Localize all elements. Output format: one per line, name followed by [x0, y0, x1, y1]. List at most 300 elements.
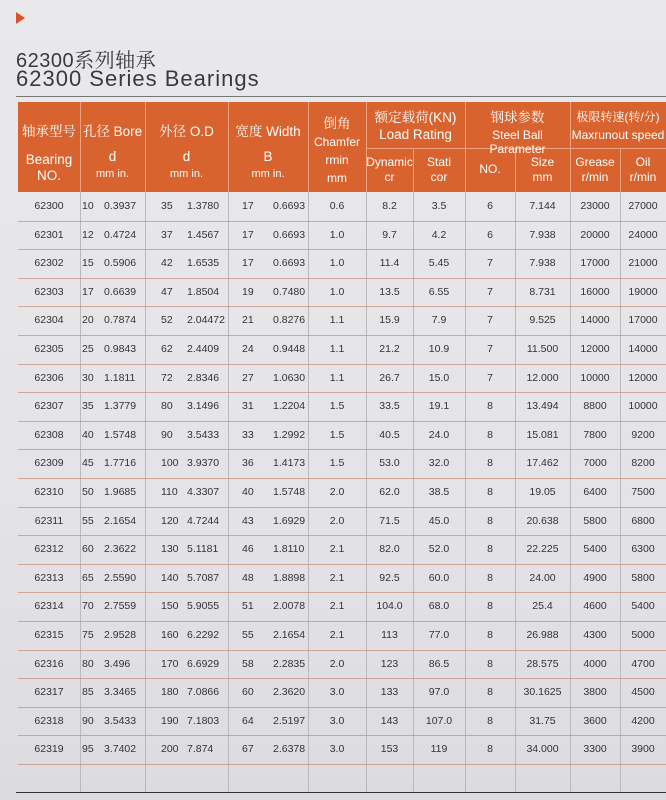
cell-size: 34.000	[526, 743, 559, 756]
cell-w-mm: 19	[242, 285, 254, 298]
dynamic-header: Dynamic	[366, 155, 413, 169]
cell-grease: 12000	[580, 343, 610, 355]
cell-bore-in: 1.3779	[104, 400, 137, 413]
cell-od-in: 2.04472	[187, 314, 225, 327]
table-row	[18, 449, 666, 477]
cell-balls: 7	[487, 343, 493, 355]
cell-cor: 6.55	[428, 285, 450, 298]
cell-w-mm: 64	[242, 714, 254, 727]
cell-size: 20.638	[526, 514, 559, 527]
cell-w-mm: 17	[242, 257, 254, 270]
cell-balls: 8	[487, 629, 493, 641]
cell-grease: 5800	[583, 514, 607, 527]
cell-bore-mm: 65	[82, 571, 94, 584]
cell-chamfer: 2.1	[329, 571, 345, 584]
cell-w-in: 2.2835	[273, 657, 306, 670]
cell-oil: 3900	[631, 743, 655, 756]
cell-bore-in: 0.9843	[104, 343, 137, 355]
cell-w-mm: 40	[242, 486, 254, 498]
cell-oil: 24000	[628, 228, 658, 241]
cell-cr: 153	[380, 743, 399, 756]
cell-w-in: 0.6693	[273, 200, 306, 212]
table-row	[18, 421, 666, 449]
cell-chamfer: 1.5	[329, 457, 345, 470]
cell-od-mm: 140	[161, 571, 179, 584]
cell-chamfer: 3.0	[329, 714, 345, 727]
cell-w-in: 2.5197	[273, 714, 306, 727]
cell-balls: 7	[487, 257, 493, 270]
cell-cr: 123	[380, 657, 399, 670]
cell-model: 62312	[34, 543, 64, 556]
cell-bore-in: 0.5906	[104, 257, 137, 270]
cell-bore-mm: 15	[82, 257, 94, 270]
cell-bore-mm: 30	[82, 371, 94, 384]
cell-oil: 17000	[628, 314, 658, 327]
cell-w-mm: 17	[242, 228, 254, 241]
cell-w-in: 2.3620	[273, 686, 306, 699]
cell-chamfer: 2.0	[329, 657, 345, 670]
cell-w-in: 1.0630	[273, 371, 306, 384]
cell-w-in: 1.6929	[273, 514, 306, 527]
cell-balls: 6	[487, 228, 493, 241]
cell-model: 62318	[34, 714, 64, 727]
cell-oil: 19000	[628, 285, 658, 298]
cell-bore-mm: 50	[82, 486, 94, 498]
cell-size: 31.75	[529, 714, 556, 727]
ball-size-unit: mm	[532, 170, 553, 184]
cell-oil: 6300	[631, 543, 655, 556]
cell-balls: 8	[487, 743, 493, 756]
load-header-cn: 额定载荷(KN)	[374, 110, 457, 125]
cell-cr: 104.0	[376, 600, 403, 613]
cell-cor: 15.0	[428, 371, 450, 384]
cell-cor: 19.1	[428, 400, 450, 413]
cell-model: 62303	[34, 285, 64, 298]
cell-model: 62308	[34, 428, 64, 441]
table-row	[18, 249, 666, 277]
cell-bore-mm: 25	[82, 343, 94, 355]
dynamic-symbol: cr	[384, 170, 395, 184]
cell-model: 62313	[34, 571, 64, 584]
cell-od-mm: 72	[161, 371, 173, 384]
ball-size-header: Size	[530, 155, 555, 169]
cell-od-mm: 47	[161, 285, 173, 298]
table-row	[18, 650, 666, 678]
cell-bore-mm: 55	[82, 514, 94, 527]
cell-bore-in: 1.1811	[104, 371, 136, 384]
cell-size: 30.1625	[523, 686, 562, 699]
cell-grease: 14000	[580, 314, 610, 327]
model-header-en: Bearing	[25, 152, 73, 167]
model-header-no: NO.	[36, 168, 61, 183]
cell-grease: 7000	[583, 457, 607, 470]
width-header: 宽度 Width	[235, 124, 301, 139]
cell-size: 8.731	[529, 285, 556, 298]
cell-w-mm: 24	[242, 343, 254, 355]
cell-w-in: 0.9448	[273, 343, 306, 355]
cell-od-in: 3.5433	[187, 428, 220, 441]
cell-w-mm: 58	[242, 657, 254, 670]
cell-oil: 5000	[631, 629, 655, 641]
cell-model: 62315	[34, 629, 64, 641]
cell-bore-mm: 20	[82, 314, 94, 327]
cell-bore-mm: 90	[82, 714, 94, 727]
table-row	[18, 707, 666, 735]
cell-bore-in: 2.3622	[104, 543, 137, 556]
cell-cor: 86.5	[428, 657, 450, 670]
cell-size: 7.938	[529, 257, 556, 270]
cell-w-in: 1.2992	[273, 428, 306, 441]
cell-model: 62306	[34, 371, 64, 384]
cell-chamfer: 1.1	[329, 343, 345, 355]
cell-oil: 27000	[628, 200, 658, 212]
cell-model: 62317	[34, 686, 64, 699]
cell-w-mm: 51	[242, 600, 254, 613]
bottom-rule	[16, 792, 666, 793]
cell-cor: 3.5	[431, 200, 447, 212]
cell-model: 62319	[34, 743, 64, 756]
cell-w-mm: 31	[242, 400, 254, 413]
cell-balls: 6	[487, 200, 493, 212]
cell-chamfer: 1.1	[329, 314, 345, 327]
cell-od-in: 1.3780	[187, 200, 220, 212]
cell-od-in: 1.4567	[187, 228, 220, 241]
cell-model: 62301	[34, 228, 64, 241]
cell-bore-mm: 95	[82, 743, 94, 756]
cell-bore-mm: 17	[82, 285, 94, 298]
cell-cor: 97.0	[428, 686, 450, 699]
cell-w-mm: 60	[242, 686, 254, 699]
page-title-en: 62300 Series Bearings	[16, 66, 260, 91]
speed-header-en: Maxrunout speed	[571, 128, 665, 142]
cell-od-in: 3.9370	[187, 457, 220, 470]
cell-od-mm: 100	[161, 457, 179, 470]
cell-grease: 4300	[583, 629, 607, 641]
cell-model: 62302	[34, 257, 64, 270]
cell-cr: 26.7	[379, 371, 400, 384]
cell-chamfer: 1.0	[329, 228, 345, 241]
table-row	[18, 306, 666, 334]
table-row	[18, 364, 666, 392]
cell-bore-in: 3.496	[104, 657, 131, 670]
cell-od-mm: 150	[161, 600, 179, 613]
cell-cr: 40.5	[379, 428, 400, 441]
cell-bore-in: 0.4724	[104, 228, 137, 241]
table-row	[18, 192, 666, 220]
arrow-marker-icon	[16, 12, 25, 24]
cell-cor: 10.9	[428, 343, 450, 355]
cell-bore-mm: 85	[82, 686, 94, 699]
oil-header: Oil	[635, 155, 651, 169]
cell-bore-mm: 70	[82, 600, 94, 613]
cell-bore-in: 2.1654	[104, 514, 137, 527]
static-symbol: cor	[430, 170, 448, 184]
cell-cor: 4.2	[431, 228, 447, 241]
grease-unit: r/min	[581, 170, 609, 184]
model-header-cn: 轴承型号	[22, 124, 76, 139]
od-symbol: d	[182, 149, 191, 164]
cell-grease: 3300	[583, 743, 607, 756]
table-row	[18, 621, 666, 649]
cell-bore-in: 3.7402	[104, 743, 137, 756]
cell-w-in: 0.7480	[273, 285, 306, 298]
cell-bore-mm: 12	[82, 228, 94, 241]
cell-cor: 7.9	[431, 314, 447, 327]
cell-w-in: 1.2204	[273, 400, 306, 413]
cell-bore-in: 1.9685	[104, 486, 137, 498]
cell-od-in: 7.874	[187, 743, 214, 756]
cell-bore-mm: 45	[82, 457, 94, 470]
cell-od-in: 4.7244	[187, 514, 220, 527]
cell-od-in: 1.8504	[187, 285, 220, 298]
cell-oil: 12000	[628, 371, 658, 384]
cell-oil: 9200	[631, 428, 655, 441]
cell-od-mm: 35	[161, 200, 173, 212]
cell-chamfer: 3.0	[329, 743, 345, 756]
cell-od-mm: 42	[161, 257, 173, 270]
cell-od-in: 5.7087	[187, 571, 220, 584]
cell-w-mm: 48	[242, 571, 254, 584]
cell-cr: 82.0	[379, 543, 400, 556]
ball-header-cn: 钢球参数	[490, 110, 545, 125]
cell-size: 25.4	[532, 600, 553, 613]
cell-cr: 62.0	[379, 486, 400, 498]
cell-model: 62311	[34, 514, 64, 527]
cell-od-in: 2.4409	[187, 343, 220, 355]
cell-od-in: 5.1181	[187, 543, 219, 556]
cell-size: 7.938	[529, 228, 556, 241]
table-header	[18, 102, 666, 192]
cell-od-in: 7.1803	[187, 714, 220, 727]
cell-grease: 7800	[583, 428, 607, 441]
cell-chamfer: 1.0	[329, 257, 345, 270]
cell-cor: 24.0	[428, 428, 450, 441]
cell-cr: 92.5	[379, 571, 400, 584]
cell-bore-in: 2.9528	[104, 629, 137, 641]
cell-size: 28.575	[526, 657, 559, 670]
cell-od-mm: 170	[161, 657, 179, 670]
cell-cr: 21.2	[379, 343, 400, 355]
width-unit: mm in.	[251, 168, 285, 180]
cell-grease: 4000	[583, 657, 607, 670]
table-row	[18, 507, 666, 535]
cell-chamfer: 2.0	[329, 514, 345, 527]
cell-od-mm: 52	[161, 314, 173, 327]
cell-od-mm: 110	[161, 486, 178, 498]
cell-od-in: 1.6535	[187, 257, 220, 270]
chamfer-symbol: rmin	[325, 153, 349, 167]
cell-balls: 8	[487, 714, 493, 727]
cell-cor: 77.0	[428, 629, 450, 641]
cell-chamfer: 2.0	[329, 486, 345, 498]
cell-grease: 4600	[583, 600, 607, 613]
cell-balls: 8	[487, 400, 493, 413]
cell-w-in: 1.8898	[273, 571, 306, 584]
cell-grease: 23000	[580, 200, 610, 212]
cell-cr: 71.5	[379, 514, 400, 527]
cell-model: 62300	[34, 200, 64, 212]
cell-w-in: 1.5748	[273, 486, 306, 498]
cell-chamfer: 2.1	[329, 600, 345, 613]
cell-w-mm: 36	[242, 457, 254, 470]
cell-balls: 8	[487, 571, 493, 584]
cell-od-in: 4.3307	[187, 486, 220, 498]
cell-oil: 8200	[631, 457, 655, 470]
cell-balls: 7	[487, 285, 493, 298]
cell-bore-in: 2.7559	[104, 600, 137, 613]
cell-grease: 3800	[583, 686, 607, 699]
cell-cr: 143	[380, 714, 399, 727]
cell-bore-in: 0.3937	[104, 200, 137, 212]
cell-w-mm: 21	[242, 314, 254, 327]
cell-oil: 14000	[628, 343, 658, 355]
cell-od-in: 3.1496	[187, 400, 220, 413]
cell-oil: 4700	[631, 657, 655, 670]
cell-grease: 10000	[580, 371, 610, 384]
cell-size: 9.525	[529, 314, 556, 327]
cell-bore-in: 3.3465	[104, 686, 137, 699]
cell-od-mm: 120	[161, 514, 179, 527]
cell-balls: 8	[487, 486, 493, 498]
speed-header-cn: 极限转速(转/分)	[576, 110, 660, 124]
cell-size: 17.462	[526, 457, 559, 470]
od-header: 外径 O.D	[159, 124, 214, 139]
cell-od-in: 5.9055	[187, 600, 220, 613]
cell-cor: 107.0	[425, 714, 453, 727]
cell-oil: 10000	[628, 400, 658, 413]
ball-no-header: NO.	[479, 162, 501, 176]
cell-model: 62305	[34, 343, 64, 355]
cell-model: 62307	[34, 400, 64, 413]
cell-cr: 53.0	[379, 457, 400, 470]
cell-model: 62309	[34, 457, 64, 470]
cell-od-in: 2.8346	[187, 371, 220, 384]
load-header-en: Load Rating	[379, 127, 452, 142]
cell-cr: 33.5	[379, 400, 400, 413]
cell-oil: 5400	[631, 600, 655, 613]
cell-chamfer: 1.5	[329, 400, 345, 413]
chamfer-header-cn: 倒角	[323, 116, 351, 131]
cell-balls: 7	[487, 314, 493, 327]
cell-w-mm: 27	[242, 371, 254, 384]
cell-grease: 5400	[583, 543, 607, 556]
cell-balls: 8	[487, 457, 493, 470]
cell-size: 19.05	[529, 486, 556, 498]
cell-model: 62314	[34, 600, 64, 613]
table-row	[18, 478, 666, 506]
row-divider	[18, 764, 666, 765]
cell-cor: 52.0	[428, 543, 450, 556]
cell-cor: 45.0	[428, 514, 450, 527]
cell-balls: 8	[487, 514, 493, 527]
cell-od-mm: 90	[161, 428, 173, 441]
cell-od-mm: 160	[161, 629, 179, 641]
cell-size: 12.000	[526, 371, 559, 384]
cell-cr: 9.7	[382, 228, 397, 241]
table-row	[18, 592, 666, 620]
cell-w-mm: 55	[242, 629, 254, 641]
od-unit: mm in.	[170, 168, 203, 180]
table-row	[18, 392, 666, 420]
cell-oil: 4200	[631, 714, 655, 727]
table-row	[18, 564, 666, 592]
cell-cor: 38.5	[428, 486, 450, 498]
cell-oil: 21000	[628, 257, 658, 270]
ball-header-en: Steel Ball Parameter	[489, 128, 546, 156]
cell-od-in: 7.0866	[187, 686, 220, 699]
cell-bore-in: 2.5590	[104, 571, 137, 584]
cell-grease: 4900	[583, 571, 607, 584]
cell-od-in: 6.2292	[187, 629, 220, 641]
cell-cor: 60.0	[428, 571, 450, 584]
cell-w-in: 0.6693	[273, 257, 306, 270]
cell-chamfer: 1.5	[329, 428, 345, 441]
cell-bore-mm: 40	[82, 428, 94, 441]
cell-size: 15.081	[526, 428, 559, 441]
chamfer-unit: mm	[327, 171, 347, 185]
cell-od-mm: 37	[161, 228, 173, 241]
cell-grease: 16000	[580, 285, 610, 298]
cell-balls: 8	[487, 428, 493, 441]
cell-cr: 113	[381, 629, 398, 641]
cell-balls: 8	[487, 543, 493, 556]
table-row	[18, 535, 666, 563]
cell-chamfer: 3.0	[329, 686, 345, 699]
cell-bore-mm: 80	[82, 657, 94, 670]
cell-bore-in: 3.5433	[104, 714, 137, 727]
bore-symbol: d	[108, 149, 117, 164]
cell-w-mm: 46	[242, 543, 254, 556]
cell-chamfer: 0.6	[329, 200, 345, 212]
table-row	[18, 678, 666, 706]
cell-bore-in: 0.7874	[104, 314, 137, 327]
cell-balls: 7	[487, 371, 493, 384]
cell-balls: 8	[487, 686, 493, 699]
cell-w-in: 1.4173	[273, 457, 306, 470]
cell-bore-in: 1.5748	[104, 428, 137, 441]
cell-chamfer: 1.0	[329, 285, 345, 298]
cell-w-in: 2.0078	[273, 600, 306, 613]
cell-grease: 6400	[583, 486, 607, 498]
cell-oil: 4500	[631, 686, 655, 699]
cell-bore-mm: 60	[82, 543, 94, 556]
width-symbol: B	[263, 149, 273, 164]
cell-oil: 7500	[631, 486, 655, 498]
cell-chamfer: 1.1	[329, 371, 345, 384]
cell-od-mm: 200	[161, 743, 179, 756]
cell-cor: 5.45	[428, 257, 450, 270]
cell-chamfer: 2.1	[329, 629, 345, 641]
cell-size: 26.988	[526, 629, 559, 641]
cell-od-in: 6.6929	[187, 657, 220, 670]
cell-od-mm: 190	[161, 714, 179, 727]
bore-header: 孔径 Bore	[82, 124, 143, 139]
cell-bore-in: 1.7716	[104, 457, 137, 470]
cell-bore-mm: 75	[82, 629, 94, 641]
cell-grease: 17000	[580, 257, 610, 270]
cell-cor: 32.0	[428, 457, 450, 470]
cell-bore-mm: 35	[82, 400, 94, 413]
cell-w-in: 0.8276	[273, 314, 306, 327]
cell-w-in: 2.1654	[273, 629, 306, 641]
cell-od-mm: 180	[161, 686, 179, 699]
table-row	[18, 278, 666, 306]
chamfer-header-en: Chamfer	[313, 135, 360, 149]
cell-cr: 13.5	[379, 285, 400, 298]
cell-od-mm: 62	[161, 343, 173, 355]
cell-chamfer: 2.1	[329, 543, 345, 556]
cell-grease: 8800	[583, 400, 607, 413]
